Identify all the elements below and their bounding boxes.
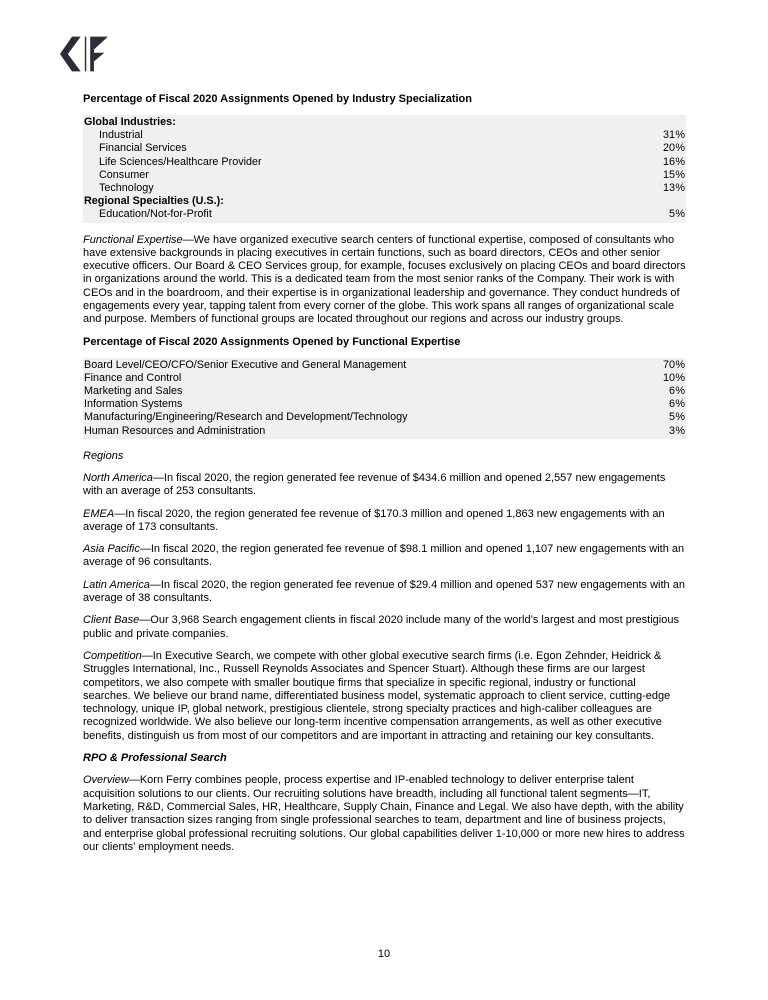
row-value [663,359,686,372]
row-value [669,208,686,221]
paragraph-text: —Our 3,968 Search engagement clients in fiscal 2020 include many of the world’s largest and most prestigious public and private companies. [83,614,679,640]
functional-table-heading: Percentage of Fiscal 2020 Assignments Opened by Functional Expertise [83,335,461,348]
row-value-number: 20 [662,142,675,155]
percent-sign: % [675,424,685,437]
paragraph-emea [83,508,686,535]
functional-table [83,358,686,439]
row-label: Life Sciences/Healthcare Provider [99,155,262,168]
paragraph-text: —In fiscal 2020, the region generated fee revenue of $434.6 million and opened 2,557 new engagements with an average of 253 consultants. [83,472,666,498]
row-value [663,142,686,155]
row-label: Information Systems [84,398,183,411]
paragraph-lead: EMEA [83,507,115,520]
table-row [83,129,686,142]
paragraph-lead: North America [83,472,153,484]
row-value-number: 10 [662,371,675,384]
row-value-number: 6 [668,384,675,397]
percent-sign: % [675,358,685,371]
paragraph-latin-america [83,579,686,606]
row-label: Technology [99,181,154,194]
table-row [83,359,686,372]
row-label: Consumer [99,168,149,181]
industry-table-heading: Percentage of Fiscal 2020 Assignments Opened by Industry Specialization [83,93,472,105]
row-value [663,372,686,385]
paragraph-client-base [83,614,686,641]
row-value-number: 15 [662,168,675,181]
table-row [83,208,686,221]
percent-sign: % [675,155,685,168]
row-label: Financial Services [99,142,187,155]
table-row [83,385,686,398]
industry-table [83,115,686,223]
paragraph-text: —Korn Ferry combines people, process expertise and IP-enabled technology to deliver enterprise talent acquisition solutions to our clients. Our recruiting solutions have breadth, including all functional talent segments—IT, Marketing, R&D, Commercial Sales, HR, Healthcare, Supply Chain, Finance and Legal. We also have depth, with the ability to deliver transaction sizes ranging from single professional searches to team, department and line of business projects, and enterprise global professional recruiting solutions. Our global capabilities deliver 1-10,000 or more new hires to address our clients’ employment needs. [83,774,685,853]
row-value [663,169,686,182]
row-label: Regional Specialties (U.S.): [84,195,224,208]
percent-sign: % [675,208,685,221]
row-value-number: 70 [662,358,675,371]
table-row [83,182,686,195]
row-value-number: 3 [668,424,675,437]
percent-sign: % [675,181,685,194]
paragraph-lead: Client Base [83,614,140,627]
row-value [669,425,686,438]
paragraph-lead: Latin America [83,578,150,591]
paragraph-text: —In fiscal 2020, the region generated fee revenue of $170.3 million and opened 1,863 new engagements with an average of 173 consultants. [83,507,665,533]
table-row [83,156,686,169]
paragraph-text: —In Executive Search, we compete with other global executive search firms (i.e. Egon Zehnder, Heidrick & Struggles International, Inc., Russell Reynolds Associates and Spencer Stuart). Although these firms are our largest competitors, we also compete with smaller boutique firms that specialize in specific regional, industry or functional searches. We believe our brand name, differentiated business model, systematic approach to client service, cutting-edge technology, unique IP, global network, prestigious clientele, strong specialty practices and high-caliber colleagues are recognized worldwide. We also believe our long-term incentive compensation arrangements, as well as other executive benefits, distinguish us from most of our competitors and are important in attracting and retaining our key consultants. [83,649,671,742]
rpo-professional-search-heading: RPO & Professional Search [83,752,227,765]
page-content [83,93,686,863]
percent-sign: % [675,398,685,411]
percent-sign: % [675,411,685,424]
paragraph-north-america [83,472,686,499]
row-value-number: 6 [668,398,675,411]
row-value [663,129,686,142]
row-label: Global Industries: [84,116,176,128]
table-row [83,169,686,182]
paragraph-functional-expertise [83,234,686,327]
percent-sign: % [675,142,685,155]
table-row [83,425,686,438]
paragraph-lead: Functional Expertise [83,233,183,246]
percent-sign: % [675,129,685,142]
percent-sign: % [675,168,685,181]
paragraph-lead: Asia Pacific [83,543,140,556]
paragraph-asia-pacific [83,543,686,570]
row-label: Board Level/CEO/CFO/Senior Executive and General Management [84,358,407,371]
row-label: Manufacturing/Engineering/Research and Development/Technology [84,411,408,424]
row-value-number: 13 [662,181,675,194]
row-label: Marketing and Sales [84,384,183,397]
row-label: Finance and Control [84,371,182,384]
row-value [663,156,686,169]
table-row [83,142,686,155]
paragraph-text: —In fiscal 2020, the region generated fee revenue of $98.1 million and opened 1,107 new engagements with an average of 96 consultants. [83,543,685,569]
row-value-number: 31 [662,129,675,142]
table-row [83,398,686,411]
regions-subheading: Regions [83,449,124,462]
paragraph-competition [83,650,686,743]
table-row [83,372,686,385]
paragraph-lead: Competition [83,649,142,662]
table-row [83,411,686,424]
page-number: 10 [377,948,391,960]
row-value [663,182,686,195]
table-row [83,116,686,129]
row-value-number: 5 [668,411,675,424]
row-value [669,411,686,424]
paragraph-text: —In fiscal 2020, the region generated fee revenue of $29.4 million and opened 537 new engagements with an average of 38 consultants. [83,578,685,605]
row-value [669,398,686,411]
paragraph-lead: Overview [83,774,129,787]
row-value [669,385,686,398]
row-value-number: 16 [662,155,675,168]
percent-sign: % [675,384,685,397]
row-label: Human Resources and Administration [84,424,266,437]
row-label: Education/Not-for-Profit [99,208,212,221]
korn-ferry-logo-icon [60,34,108,74]
table-row [83,195,686,208]
paragraph-overview [83,774,686,854]
row-label: Industrial [99,129,143,142]
paragraph-text: —We have organized executive search centers of functional expertise, composed of consultants who have extensive backgrounds in placing executives in certain functions, such as board directors, CEOs and other senior executive officers. Our Board & CEO Services group, for example, focuses exclusively on placing CEOs and board directors in organizations around the world. This is a dedicated team from the most senior ranks of the Company. Their work is with CEOs and in the boardroom, and their expertise is in organizational leadership and governance. They conduct hundreds of engagements every year, tapping talent from every corner of the globe. This work spans all ranges of organizational scale and purpose. Members of functional groups are located throughout our regions and across our industry groups. [83,233,686,326]
percent-sign: % [675,371,685,384]
row-value-number: 5 [668,208,675,221]
